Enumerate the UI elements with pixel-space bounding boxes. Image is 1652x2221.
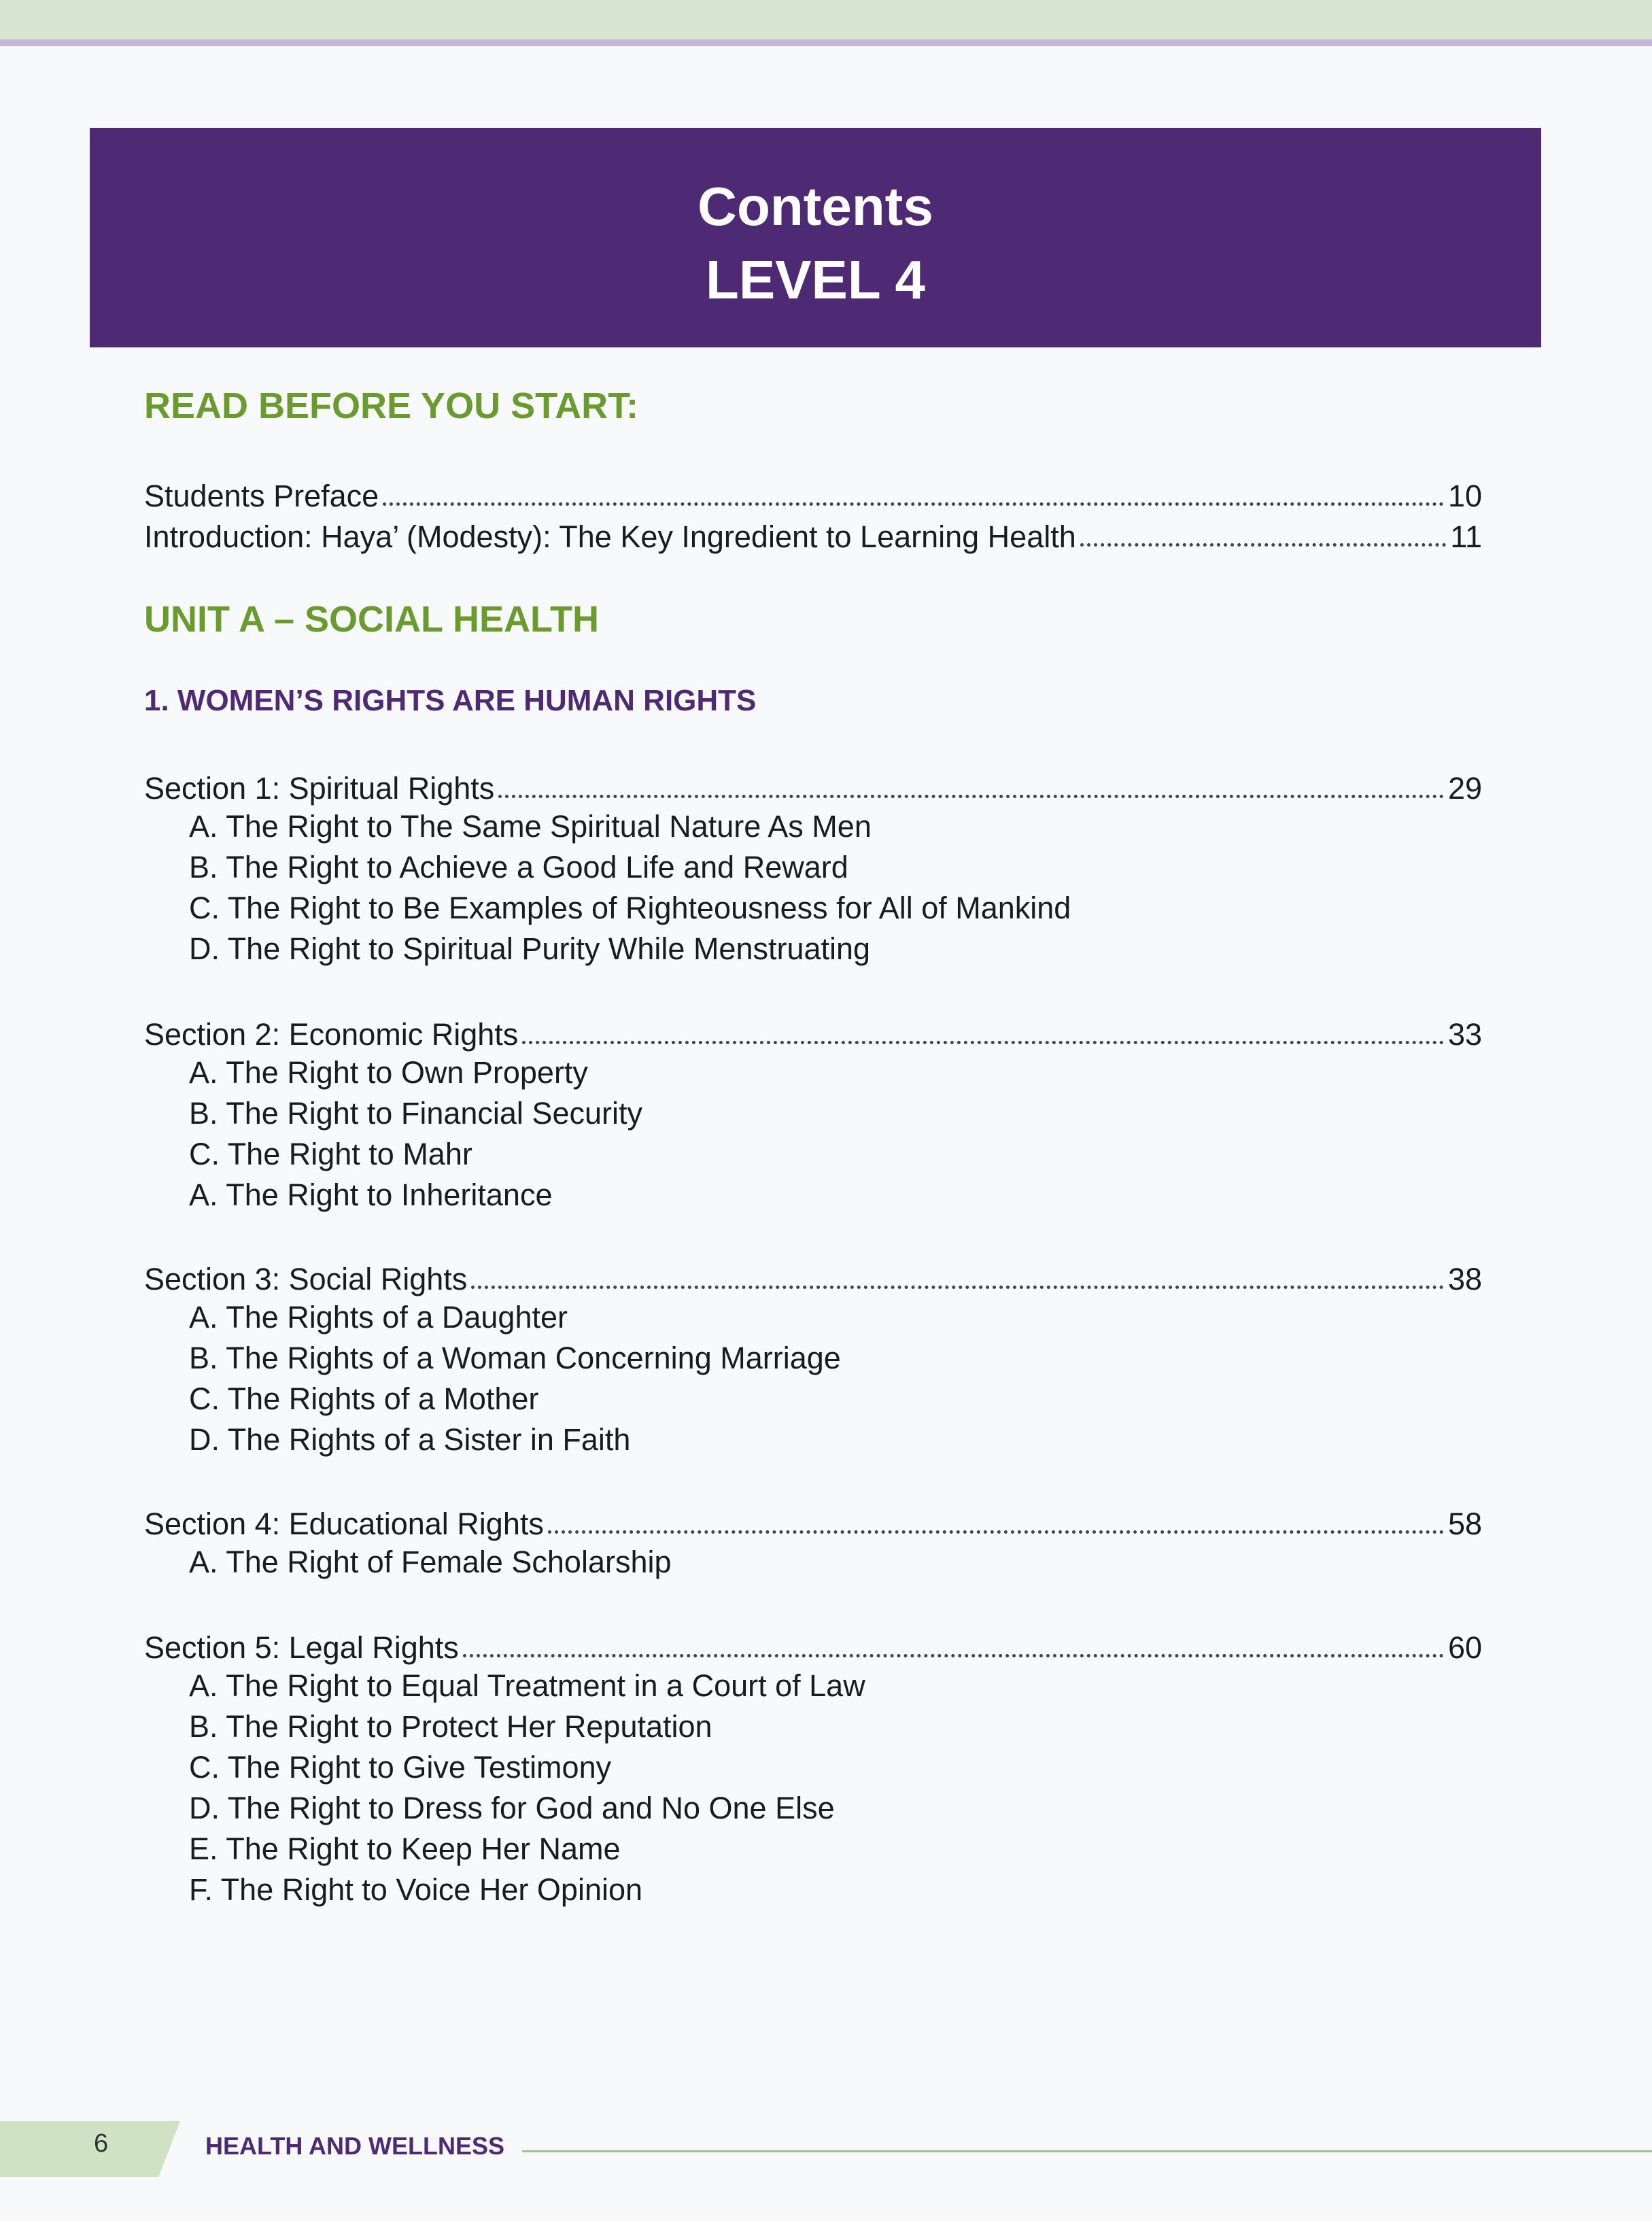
toc-subitem: A. The Right to Own Property: [189, 1055, 588, 1090]
toc-entry-label: Introduction: Haya’ (Modesty): The Key Ingredient to Learning Health: [144, 519, 1076, 554]
toc-entry-label: Students Preface: [144, 479, 379, 513]
toc-subitem: C. The Right to Mahr: [189, 1137, 472, 1171]
toc-subitem: E. The Right to Keep Her Name: [189, 1831, 621, 1866]
dot-leader: [498, 795, 1444, 798]
toc-page-number: 38: [1447, 1262, 1482, 1296]
toc-subitem: C. The Right to Be Examples of Righteousness for All of Mankind: [189, 891, 1071, 925]
toc-subitem: A. The Right to Equal Treatment in a Court of Law: [189, 1668, 865, 1703]
footer-rule: [522, 2150, 1652, 2152]
dot-leader: [548, 1530, 1444, 1534]
dot-leader: [1080, 543, 1447, 547]
toc-page-number: 60: [1447, 1630, 1482, 1665]
top-accent-line: [0, 39, 1652, 46]
toc-page-number: 58: [1447, 1507, 1482, 1541]
toc-section-label: Section 4: Educational Rights: [144, 1507, 544, 1541]
dot-leader: [522, 1041, 1444, 1044]
toc-page-number: 29: [1447, 771, 1482, 806]
footer-page-tab: [0, 2121, 180, 2177]
contents-title: Contents: [698, 176, 933, 237]
toc-section-label: Section 3: Social Rights: [144, 1262, 468, 1296]
read-before-heading: READ BEFORE YOU START:: [144, 385, 639, 426]
toc-subitem: B. The Right to Achieve a Good Life and Reward: [189, 850, 848, 884]
toc-section-4[interactable]: [144, 1498, 1482, 1542]
toc-subitem: B. The Right to Protect Her Reputation: [189, 1709, 712, 1744]
dot-leader: [383, 502, 1444, 506]
toc-subitem: A. The Right of Female Scholarship: [189, 1545, 672, 1579]
contents-header: [90, 128, 1541, 347]
toc-subitem: C. The Right to Give Testimony: [189, 1750, 612, 1785]
toc-subitem: A. The Right to Inheritance: [189, 1177, 553, 1212]
dot-leader: [463, 1654, 1444, 1657]
dot-leader: [471, 1286, 1444, 1289]
toc-entry-introduction[interactable]: [144, 511, 1482, 555]
unit-heading: UNIT A – SOCIAL HEALTH: [144, 599, 600, 640]
toc-subitem: A. The Right to The Same Spiritual Nature As Men: [189, 809, 872, 844]
toc-section-3[interactable]: [144, 1254, 1482, 1297]
top-color-band: [0, 0, 1652, 39]
toc-section-5[interactable]: [144, 1622, 1482, 1666]
toc-subitem: D. The Rights of a Sister in Faith: [189, 1422, 631, 1457]
toc-subitem: D. The Right to Dress for God and No One Else: [189, 1791, 835, 1825]
toc-subitem: A. The Rights of a Daughter: [189, 1300, 568, 1335]
level-title: LEVEL 4: [705, 249, 926, 310]
toc-section-2[interactable]: [144, 1009, 1482, 1052]
toc-section-1[interactable]: [144, 763, 1482, 806]
toc-section-label: Section 1: Spiritual Rights: [144, 771, 495, 806]
chapter-heading: 1. WOMEN’S RIGHTS ARE HUMAN RIGHTS: [144, 684, 757, 717]
toc-subitem: C. The Rights of a Mother: [189, 1381, 539, 1416]
toc-page-number: 10: [1447, 479, 1482, 513]
toc-subitem: F. The Right to Voice Her Opinion: [189, 1872, 643, 1907]
toc-subitem: B. The Right to Financial Security: [189, 1096, 642, 1131]
footer-title: HEALTH AND WELLNESS: [205, 2132, 504, 2160]
toc-section-label: Section 2: Economic Rights: [144, 1017, 519, 1052]
toc-entry-students-preface[interactable]: [144, 470, 1482, 514]
toc-subitem: D. The Right to Spiritual Purity While Menstruating: [189, 931, 871, 966]
footer-page-number: 6: [94, 2129, 109, 2158]
toc-section-label: Section 5: Legal Rights: [144, 1630, 459, 1665]
toc-subitem: B. The Rights of a Woman Concerning Marriage: [189, 1341, 841, 1375]
toc-page-number: 33: [1447, 1017, 1482, 1052]
toc-page-number: 11: [1450, 519, 1482, 554]
